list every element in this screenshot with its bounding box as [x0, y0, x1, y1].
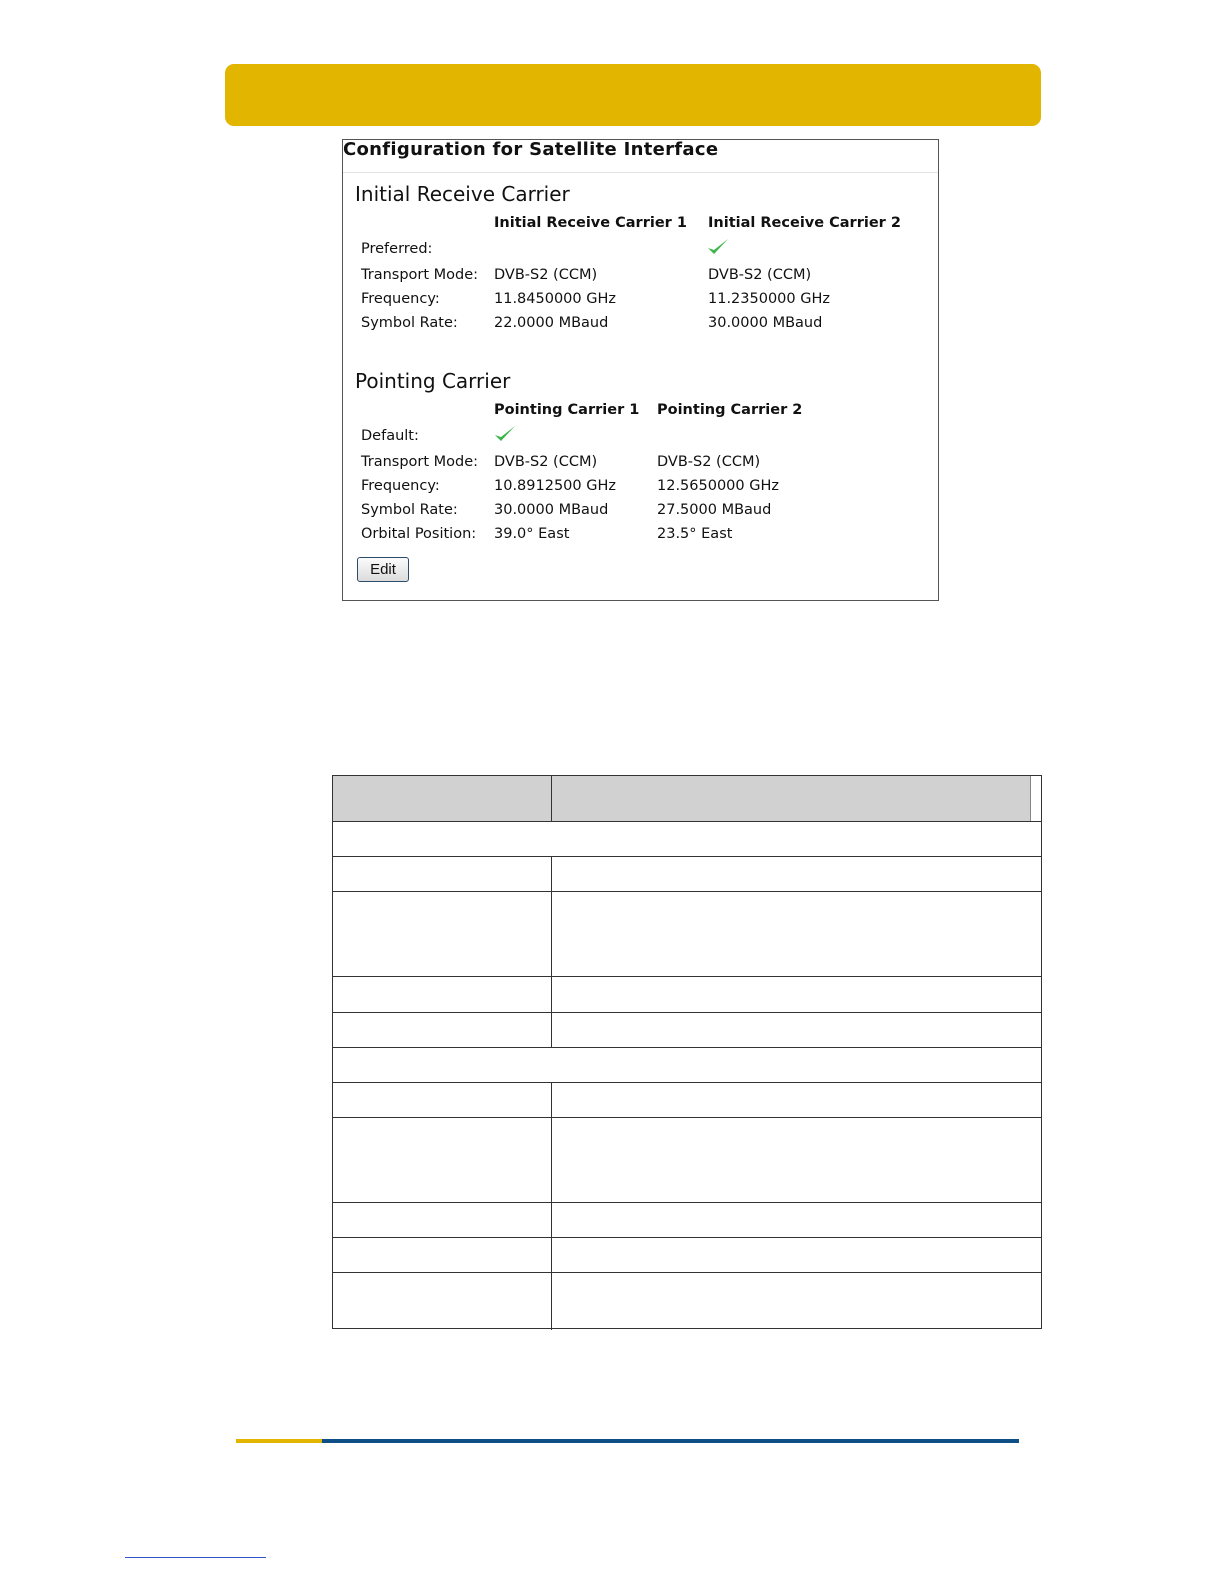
footer-gold-rule	[236, 1439, 322, 1443]
header-banner	[225, 64, 1041, 126]
pointing-carrier-2-header: Pointing Carrier 2	[657, 402, 803, 418]
table-row-divider	[333, 856, 1041, 857]
table-col-divider	[551, 856, 552, 1047]
default-check-icon	[494, 424, 516, 444]
table-row-divider	[333, 1047, 1041, 1048]
panel-title-divider	[343, 172, 938, 173]
initial-carrier-1-header: Initial Receive Carrier 1	[494, 215, 687, 231]
edit-button[interactable]: Edit	[357, 557, 409, 582]
table-row-divider	[333, 1237, 1041, 1238]
initial-frequency-1: 11.8450000 GHz	[494, 291, 616, 307]
pointing-symbol-rate-label: Symbol Rate:	[361, 502, 458, 518]
panel-title: Configuration for Satellite Interface	[343, 139, 719, 160]
pointing-transport-mode-1: DVB-S2 (CCM)	[494, 454, 598, 470]
default-label: Default:	[361, 428, 419, 444]
table-row-divider	[333, 1202, 1041, 1203]
initial-frequency-2: 11.2350000 GHz	[708, 291, 830, 307]
table-row-divider	[333, 1272, 1041, 1273]
preferred-check-icon	[707, 237, 729, 257]
pointing-carrier-title: Pointing Carrier	[355, 369, 511, 393]
initial-symbol-rate-label: Symbol Rate:	[361, 315, 458, 331]
footer-blue-rule	[322, 1439, 1019, 1443]
table-header-row	[333, 776, 1031, 821]
footer-link-underline	[125, 1557, 266, 1558]
initial-transport-mode-1: DVB-S2 (CCM)	[494, 267, 598, 283]
pointing-frequency-2: 12.5650000 GHz	[657, 478, 779, 494]
pointing-frequency-1: 10.8912500 GHz	[494, 478, 616, 494]
table-row-divider	[333, 821, 1041, 822]
satellite-config-panel	[342, 139, 939, 601]
orbital-position-1: 39.0° East	[494, 526, 570, 542]
pointing-frequency-label: Frequency:	[361, 478, 440, 494]
parameter-table	[332, 775, 1042, 1329]
initial-frequency-label: Frequency:	[361, 291, 440, 307]
table-row-divider	[333, 1117, 1041, 1118]
pointing-symbol-rate-2: 27.5000 MBaud	[657, 502, 772, 518]
initial-receive-carrier-title: Initial Receive Carrier	[355, 182, 570, 206]
initial-symbol-rate-2: 30.0000 MBaud	[708, 315, 823, 331]
initial-symbol-rate-1: 22.0000 MBaud	[494, 315, 609, 331]
table-col-divider	[1030, 776, 1031, 821]
initial-transport-mode-2: DVB-S2 (CCM)	[708, 267, 812, 283]
table-row-divider	[333, 891, 1041, 892]
initial-carrier-2-header: Initial Receive Carrier 2	[708, 215, 901, 231]
table-col-divider	[551, 776, 552, 821]
table-row-divider	[333, 976, 1041, 977]
initial-transport-mode-label: Transport Mode:	[361, 267, 479, 283]
pointing-symbol-rate-1: 30.0000 MBaud	[494, 502, 609, 518]
table-row-divider	[333, 1082, 1041, 1083]
orbital-position-label: Orbital Position:	[361, 526, 477, 542]
pointing-transport-mode-label: Transport Mode:	[361, 454, 479, 470]
pointing-carrier-1-header: Pointing Carrier 1	[494, 402, 640, 418]
table-row-divider	[333, 1012, 1041, 1013]
table-col-divider	[551, 1082, 552, 1330]
preferred-label: Preferred:	[361, 241, 433, 257]
orbital-position-2: 23.5° East	[657, 526, 733, 542]
pointing-transport-mode-2: DVB-S2 (CCM)	[657, 454, 761, 470]
